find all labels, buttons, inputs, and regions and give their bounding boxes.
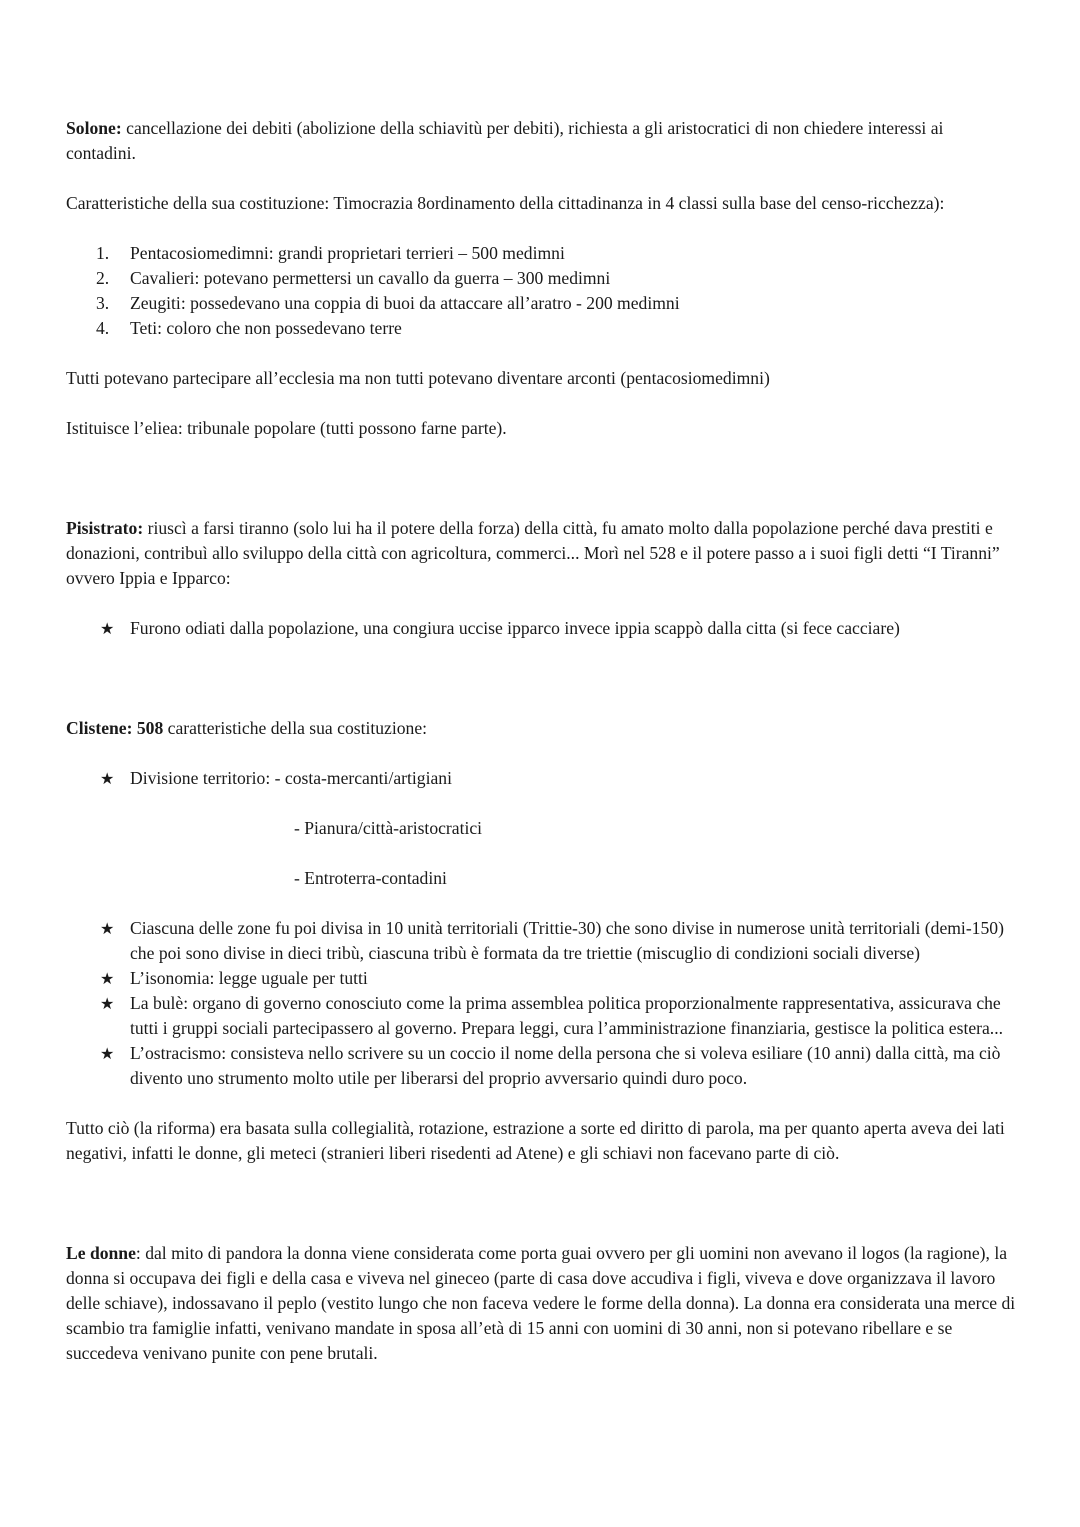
donne-text: : dal mito di pandora la donna viene considerata come porta guai ovvero per gli uomini non avevano il logos (la ragione), la donna si occupava dei figli e della casa e viveva nel gineceo (parte di casa dove accudiva i figli, viveva e dove organizzava il lavoro delle schiave), indossavano il peplo (vestito lungo che non faceva vedere le forme della donna). La donna era considerata una merce di scambio tra famiglie infatti, venivano mandate in sposa all’età di 15 anni con uomini di 30 anni, non si potevano ribellare e se succedeva venivano punite con pene brutali. [66,1243,1016,1363]
list-number: 3. [96,293,110,313]
list-item [66,291,1016,316]
star-bullet-icon: ★ [100,994,115,1013]
division-sub-item: - Entroterra-contadini [294,868,447,888]
list-item-text: Furono odiati dalla popolazione, una congiura uccise ipparco invece ippia scappò dalla citta (si fece cacciare) [130,618,900,638]
clistene-summary: Tutto ciò (la riforma) era basata sulla collegialità, rotazione, estrazione a sorte ed diritto di parola, ma per quanto aperta aveva dei lati negativi, infatti le donne, gli meteci (stranieri liberi risedenti ad Atene) e gli schiavi non facevano parte di ciò. [66,1118,1005,1163]
clistene-paragraph [66,716,1016,741]
list-item-text: Teti: coloro che non possedevano terre [130,318,402,338]
list-item-text: Zeugiti: possedevano una coppia di buoi da attaccare all’aratro - 200 medimni [130,293,680,313]
list-item-text: Pentacosiomedimni: grandi proprietari terrieri – 500 medimni [130,243,565,263]
list-item [66,241,1016,266]
list-number: 4. [96,318,110,338]
list-number: 1. [96,243,110,263]
pisistrato-bullet-list [66,616,1016,641]
solone-intro: cancellazione dei debiti (abolizione della schiavitù per debiti), richiesta a gli aristocratici di non chiedere interessi ai contadini. [66,118,944,163]
pisistrato-paragraph [66,516,1016,591]
clistene-division-list [66,766,1016,791]
star-bullet-icon: ★ [100,1044,115,1063]
star-bullet-icon: ★ [100,919,115,938]
list-item [66,916,1016,966]
pisistrato-intro: riuscì a farsi tiranno (solo lui ha il potere della forza) della città, fu amato molto dalla popolazione perché dava prestiti e donazioni, contribuì allo sviluppo della città con agricoltura, commerci... Morì nel 528 e il potere passo a i suoi figli detti “I Tiranni” ovvero Ippia e Ipparco: [66,518,1000,588]
solone-heading: Solone: [66,118,122,138]
list-item [66,966,1016,991]
list-item-text: Divisione territorio: - costa-mercanti/artigiani [130,768,452,788]
clistene-heading: Clistene: 508 [66,718,164,738]
star-bullet-icon: ★ [100,619,115,638]
division-sub-item: - Pianura/città-aristocratici [294,818,483,838]
list-item-text: L’ostracismo: consisteva nello scrivere su un coccio il nome della persona che si voleva esiliare (10 anni) dalla città, ma ciò divento uno strumento molto utile per liberarsi del proprio avversario quindi duro poco. [130,1043,1001,1088]
list-item-text: Ciascuna delle zone fu poi divisa in 10 unità territoriali (Trittie-30) che sono divise in numerose unità territoriali (demi-150) che poi sono divise in dieci tribù, ciascuna tribù è formata da tre triettie (miscuglio di condizioni sociali diverse) [130,918,1004,963]
list-item [66,316,1016,341]
list-item [66,266,1016,291]
list-number: 2. [96,268,110,288]
solone-classes-list [66,241,1016,341]
solone-paragraph [66,116,1016,166]
clistene-intro: caratteristiche della sua costituzione: [163,718,428,738]
list-item [66,616,1016,641]
star-bullet-icon: ★ [100,969,115,988]
donne-heading: Le donne [66,1243,136,1263]
list-item [66,766,1016,791]
list-item-text: La bulè: organo di governo conosciuto come la prima assemblea politica proporzionalmente rappresentativa, assicurava che tutti i gruppi sociali partecipassero al governo. Prepara leggi, cura l’amministrazione finanziaria, gestisce la politica estera... [130,993,1004,1038]
list-item-text: Cavalieri: potevano permettersi un cavallo da guerra – 300 medimni [130,268,611,288]
clistene-bullet-list [66,916,1016,1091]
solone-ecclesia: Tutti potevano partecipare all’ecclesia ma non tutti potevano diventare arconti (pentacosiomedimni) [66,368,770,388]
list-item [66,991,1016,1041]
solone-eliea: Istituisce l’eliea: tribunale popolare (tutti possono farne parte). [66,418,507,438]
pisistrato-heading: Pisistrato: [66,518,144,538]
donne-paragraph [66,1241,1016,1366]
star-bullet-icon: ★ [100,769,115,788]
list-item-text: L’isonomia: legge uguale per tutti [130,968,368,988]
solone-constitution: Caratteristiche della sua costituzione: Timocrazia 8ordinamento della cittadinanza in 4 classi sulla base del censo-ricchezza): [66,193,945,213]
list-item [66,1041,1016,1091]
document-page [66,116,1016,1366]
